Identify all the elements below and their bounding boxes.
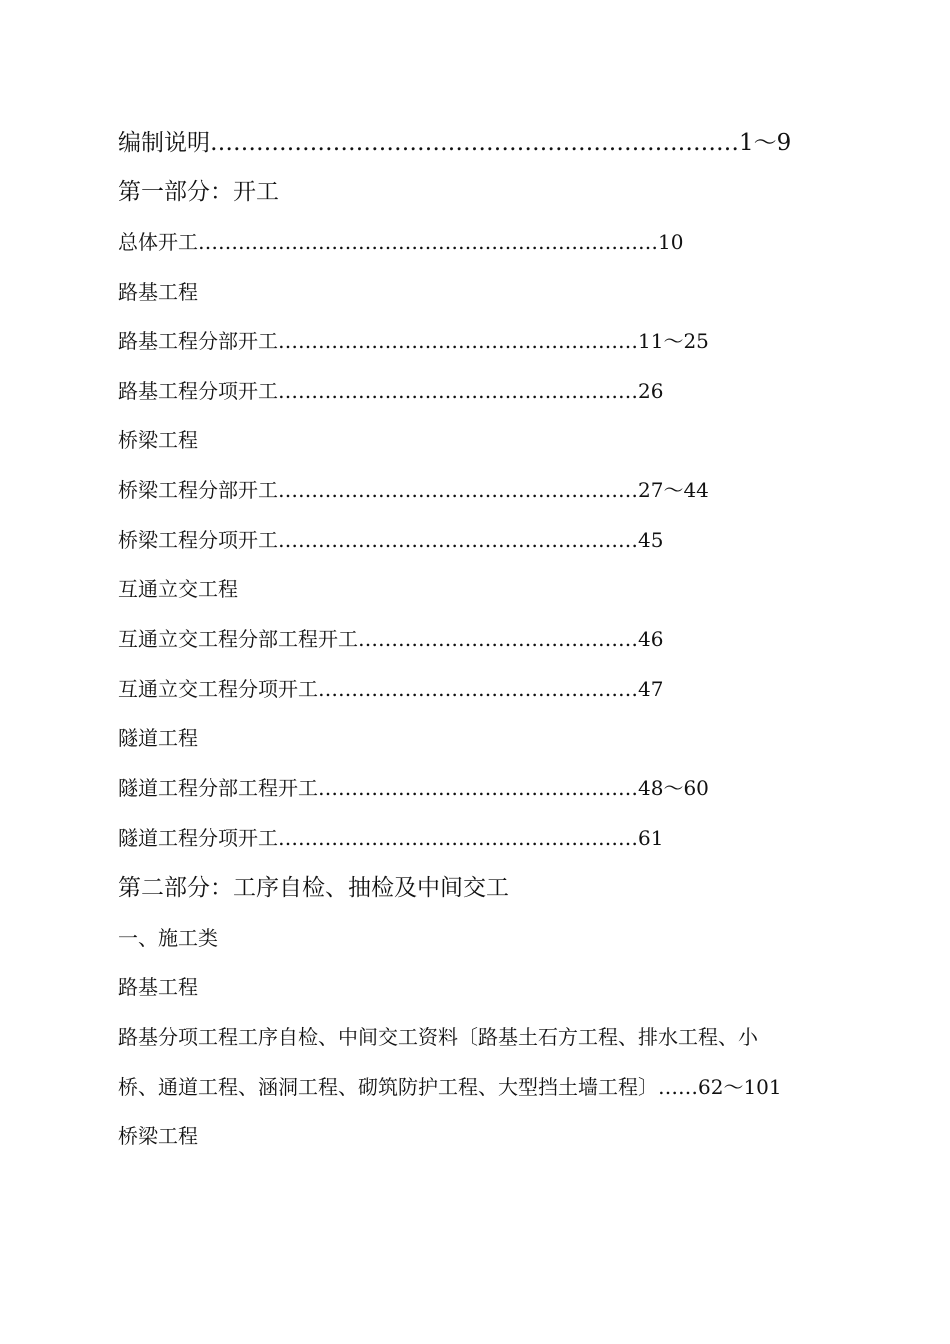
toc-entry-tunnel-division: 隧道工程分部工程开工…………………………………………48～60 xyxy=(118,776,709,800)
toc-heading-part-two: 第二部分：工序自检、抽检及中间交工 xyxy=(118,875,509,901)
toc-entry-interchange-item: 互通立交工程分项开工…………………………………………47 xyxy=(118,677,664,701)
toc-entry-tunnel-item: 隧道工程分项开工………………………………………………61 xyxy=(118,826,664,850)
toc-entry-roadbed-inspection-line-2: 桥、通道工程、涵洞工程、砌筑防护工程、大型挡土墙工程〕……62～101 xyxy=(118,1075,782,1099)
toc-subheading-bridge-2: 桥梁工程 xyxy=(118,1124,198,1148)
toc-subheading-construction: 一、施工类 xyxy=(118,926,218,950)
toc-entry-roadbed-item: 路基工程分项开工………………………………………………26 xyxy=(118,379,664,403)
toc-subheading-roadbed: 路基工程 xyxy=(118,280,198,304)
toc-subheading-roadbed-2: 路基工程 xyxy=(118,975,198,999)
toc-subheading-interchange: 互通立交工程 xyxy=(118,577,238,601)
toc-entry-roadbed-division: 路基工程分部开工………………………………………………11～25 xyxy=(118,329,709,353)
toc-entry-interchange-division: 互通立交工程分部工程开工……………………………………46 xyxy=(118,627,664,651)
toc-entry-compile-notes: 编制说明……………………………………………………………1～9 xyxy=(118,130,792,156)
toc-entry-bridge-item: 桥梁工程分项开工………………………………………………45 xyxy=(118,528,664,552)
toc-subheading-tunnel: 隧道工程 xyxy=(118,726,198,750)
toc-heading-part-one: 第一部分：开工 xyxy=(118,179,279,205)
toc-subheading-bridge: 桥梁工程 xyxy=(118,428,198,452)
toc-entry-overall-start: 总体开工……………………………………………………………10 xyxy=(118,230,684,254)
toc-entry-bridge-division: 桥梁工程分部开工………………………………………………27～44 xyxy=(118,478,709,502)
toc-entry-roadbed-inspection-line-1: 路基分项工程工序自检、中间交工资料〔路基土石方工程、排水工程、小 xyxy=(118,1025,758,1049)
